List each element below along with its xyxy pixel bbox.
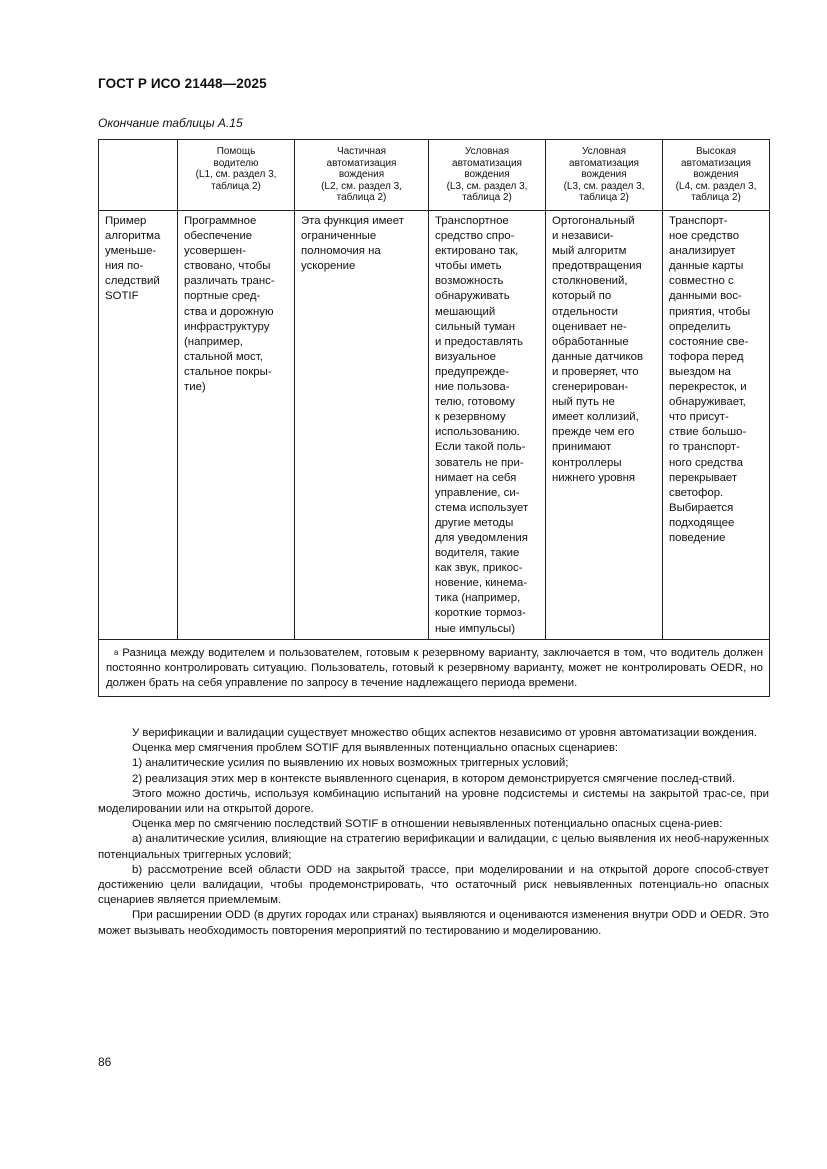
list-item: 2) реализация этих мер в контексте выявленного сценария, в котором демонстрируется смягчение послед-ствий. [132, 772, 736, 785]
cell-l4: Транспорт- ное средство анализирует данные карты совместно с данными вос- приятия, чтобы определить состояние све- тофора перед выездом на перекресток, и обнаруживает, что присут- ствие большо- го транспорт- ного средства перекрывает светофор. Выбирается подходящее поведение [663, 211, 770, 640]
paragraph: Оценка мер смягчения проблем SOTIF для выявленных потенциально опасных сценариев: [132, 742, 619, 755]
list-item: а) аналитические усилия, влияющие на стратегию верификации и валидации, с целью выявления их необ-наруженных потенциальных триггерных условий; [98, 833, 769, 861]
paragraph: У верификации и валидации существует множество общих аспектов независимо от уровня автоматизации вождения. [132, 727, 758, 739]
header-cell-empty [99, 140, 178, 211]
body-text [98, 726, 769, 939]
paragraph: Этого можно достичь, используя комбинацию испытаний на уровне подсистемы и системы на закрытой трас-се, при моделировании или на открытой дороге. [98, 787, 769, 816]
list-item: 1) аналитические усилия по выявлению их новых возможных триггерных условий; [132, 757, 569, 770]
table-footnote-row [99, 639, 770, 696]
table-header-row [99, 140, 770, 211]
list-item: b) рассмотрение всей области ODD на закрытой трассе, при моделировании и на открытой дороге способ-ствует достижению цели валидации, чтобы продемонстрировать, что остаточный риск невыявленных потенциаль-но опасных сценариев является приемлемым. [98, 863, 769, 907]
automation-levels-table [98, 139, 770, 697]
cell-l3-a: Транспортное средство спро- ектировано так, чтобы иметь возможность обнаруживать мешающий сильный туман и предоставлять визуальное предупрежде- ние пользова- телю, готовому к резервному использованию. Если такой поль- зователь не при- нимает на себя управление, си- стема использует другие методы для уведомления водителя, такие как звук, прикос- новение, кинема- тика (например, короткие тормоз- ные импульсы) [429, 211, 546, 640]
cell-l2: Эта функция имеет ограниченные полномочия на ускорение [295, 211, 429, 640]
footnote-cell [99, 639, 770, 696]
cell-l1: Программное обеспечение усовершен- ствовано, чтобы различать транс- портные сред- ства и дорожную инфраструктуру (например, стальной мост, стальное покры- тие) [178, 211, 295, 640]
header-cell-l4: Высокая автоматизация вождения (L4, см. раздел 3, таблица 2) [663, 140, 770, 211]
paragraph: При расширении ODD (в других городах или странах) выявляются и оцениваются изменения внутри ODD и OEDR. Это может вызывать необходимость повторения мероприятий по тестированию и моделированию. [98, 909, 769, 937]
table-row [99, 211, 770, 640]
footnote-text: Разница между водителем и пользователем, готовым к резервному варианту, заключается в том, что водитель должен постоянно контролировать ситуацию. Пользователь, готовый к резервному варианту, может не контролировать OEDR, но должен брать на себя управление по запросу в течение надлежащего периода времени. [106, 646, 763, 690]
paragraph: Оценка мер по смягчению последствий SOTIF в отношении невыявленных потенциально опасных сцена-риев: [132, 818, 723, 831]
table-caption: Окончание таблицы А.15 [98, 116, 243, 130]
row-label-cell: Пример алгоритма уменьше- ния по- следствий SOTIF [99, 211, 178, 640]
page-number: 86 [98, 1055, 112, 1069]
header-cell-l3-a: Условная автоматизация вождения (L3, см. раздел 3, таблица 2) [429, 140, 546, 211]
document-code: ГОСТ Р ИСО 21448—2025 [98, 76, 267, 91]
header-cell-l3-b: Условная автоматизация вождения (L3, см. раздел 3, таблица 2) [546, 140, 663, 211]
header-cell-l1: Помощь водителю (L1, см. раздел 3, таблица 2) [178, 140, 295, 211]
cell-l3-b: Ортогональный и независи- мый алгоритм предотвращения столкновений, который по отдельности оценивает не- обработанные данные датчиков и проверяет, что сгенерирован- ный путь не имеет коллизий, прежде чем его принимают контроллеры нижнего уровня [546, 211, 663, 640]
header-cell-l2: Частичная автоматизация вождения (L2, см. раздел 3, таблица 2) [295, 140, 429, 211]
footnote-marker: a [114, 647, 119, 657]
